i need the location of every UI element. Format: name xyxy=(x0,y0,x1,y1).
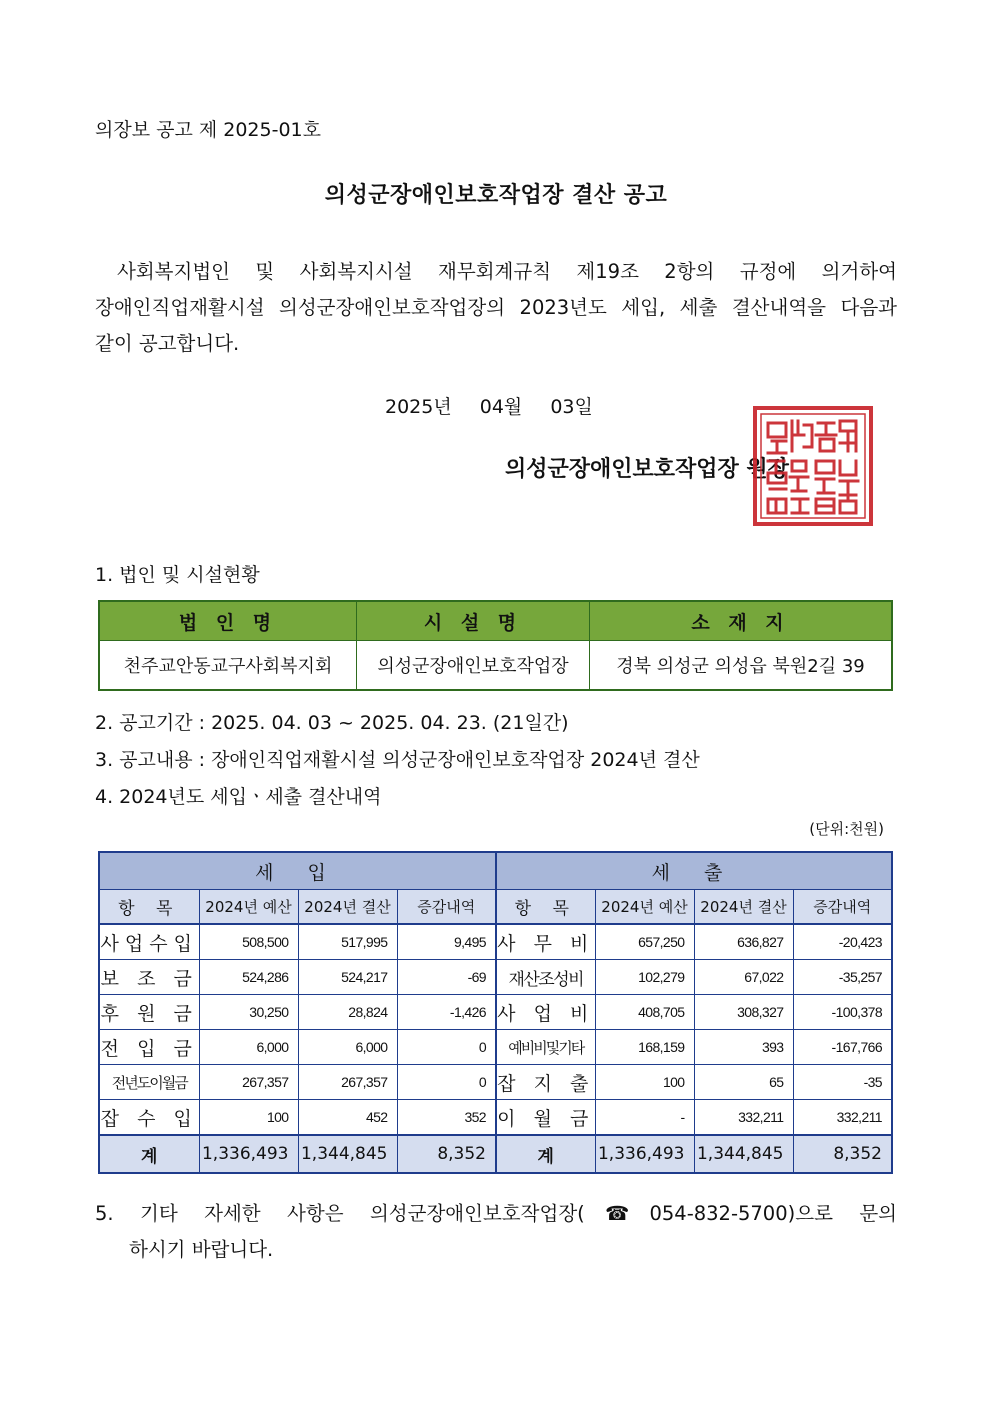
expense-total-actual: 1,344,845 xyxy=(694,1135,793,1173)
section-2-period: 2. 공고기간 : 2025. 04. 03 ~ 2025. 04. 23. (21일간) xyxy=(95,712,569,734)
expense-diff: -35,257 xyxy=(793,960,892,995)
revenue-diff: -69 xyxy=(397,960,496,995)
revenue-actual: 28,824 xyxy=(298,995,397,1030)
revenue-item: 잡 수 입 xyxy=(99,1100,199,1136)
section-4-title: 4. 2024년도 세입ㆍ세출 결산내역 xyxy=(95,786,382,808)
revenue-budget: 508,500 xyxy=(199,924,298,960)
revenue-actual: 6,000 xyxy=(298,1030,397,1065)
facility-name: 의성군장애인보호작업장 xyxy=(357,641,590,691)
notice-date: 2025년 04월 03일 xyxy=(385,396,593,418)
expense-item: 이 월 금 xyxy=(496,1100,595,1136)
revenue-budget: 6,000 xyxy=(199,1030,298,1065)
expense-budget: 657,250 xyxy=(595,924,694,960)
revenue-total-label: 계 xyxy=(99,1135,199,1173)
table-row xyxy=(99,960,892,995)
intro-paragraph xyxy=(95,254,897,362)
header-corporation: 법 인 명 xyxy=(99,601,357,641)
revenue-item: 사업수입 xyxy=(99,924,199,960)
expense-header: 세 출 xyxy=(496,852,892,890)
header-facility: 시 설 명 xyxy=(357,601,590,641)
total-row xyxy=(99,1135,892,1173)
signatory: 의성군장애인보호작업장 원장 xyxy=(505,457,789,482)
expense-item: 잡 지 출 xyxy=(496,1065,595,1100)
expense-diff: -20,423 xyxy=(793,924,892,960)
contact-line: 5. 기타 자세한 사항은 의성군장애인보호작업장(☎054-832-5700)으로 문의 xyxy=(95,1202,897,1225)
col-diff: 증감내역 xyxy=(793,890,892,925)
revenue-item: 보 조 금 xyxy=(99,960,199,995)
revenue-header: 세 입 xyxy=(99,852,496,890)
section-3-content: 3. 공고내용 : 장애인직업재활시설 의성군장애인보호작업장 2024년 결산 xyxy=(95,749,700,771)
expense-item: 재산조성비 xyxy=(496,960,595,995)
revenue-total-actual: 1,344,845 xyxy=(298,1135,397,1173)
official-seal xyxy=(752,405,874,527)
expense-actual: 393 xyxy=(694,1030,793,1065)
table-row xyxy=(99,995,892,1030)
revenue-actual: 267,357 xyxy=(298,1065,397,1100)
revenue-diff: 9,495 xyxy=(397,924,496,960)
facility-location: 경북 의성군 의성읍 북원2길 39 xyxy=(590,641,893,691)
col-diff: 증감내역 xyxy=(397,890,496,925)
revenue-item: 후 원 금 xyxy=(99,995,199,1030)
revenue-diff: 352 xyxy=(397,1100,496,1136)
section-5-contact xyxy=(95,1196,897,1268)
expense-budget: 102,279 xyxy=(595,960,694,995)
col-item: 항 목 xyxy=(496,890,595,925)
expense-actual: 332,211 xyxy=(694,1100,793,1136)
contact-line: 하시기 바랍니다. xyxy=(129,1238,274,1261)
col-actual: 2024년 결산 xyxy=(694,890,793,925)
col-actual: 2024년 결산 xyxy=(298,890,397,925)
revenue-actual: 452 xyxy=(298,1100,397,1136)
budget-table xyxy=(98,851,893,1174)
expense-total-budget: 1,336,493 xyxy=(595,1135,694,1173)
corporation-name: 천주교안동교구사회복지회 xyxy=(99,641,357,691)
revenue-budget: 30,250 xyxy=(199,995,298,1030)
table-row xyxy=(99,1065,892,1100)
notice-number: 의장보 공고 제 2025-01호 xyxy=(95,119,321,141)
revenue-total-diff: 8,352 xyxy=(397,1135,496,1173)
expense-item: 사 업 비 xyxy=(496,995,595,1030)
unit-label: (단위:천원) xyxy=(809,820,884,838)
expense-total-label: 계 xyxy=(496,1135,595,1173)
col-budget: 2024년 예산 xyxy=(595,890,694,925)
revenue-diff: 0 xyxy=(397,1030,496,1065)
expense-total-diff: 8,352 xyxy=(793,1135,892,1173)
section-1-title: 1. 법인 및 시설현황 xyxy=(95,564,260,586)
header-location: 소 재 지 xyxy=(590,601,893,641)
col-item: 항 목 xyxy=(99,890,199,925)
expense-actual: 67,022 xyxy=(694,960,793,995)
revenue-diff: -1,426 xyxy=(397,995,496,1030)
revenue-actual: 517,995 xyxy=(298,924,397,960)
expense-diff: 332,211 xyxy=(793,1100,892,1136)
expense-item: 사 무 비 xyxy=(496,924,595,960)
col-budget: 2024년 예산 xyxy=(199,890,298,925)
revenue-budget: 524,286 xyxy=(199,960,298,995)
revenue-total-budget: 1,336,493 xyxy=(199,1135,298,1173)
expense-item: 예비비및기타 xyxy=(496,1030,595,1065)
expense-actual: 308,327 xyxy=(694,995,793,1030)
page-title: 의성군장애인보호작업장 결산 공고 xyxy=(324,183,668,208)
revenue-diff: 0 xyxy=(397,1065,496,1100)
table-row xyxy=(99,1030,892,1065)
expense-diff: -100,378 xyxy=(793,995,892,1030)
expense-diff: -35 xyxy=(793,1065,892,1100)
revenue-item: 전 입 금 xyxy=(99,1030,199,1065)
expense-budget: 100 xyxy=(595,1065,694,1100)
table-row xyxy=(99,924,892,960)
revenue-budget: 100 xyxy=(199,1100,298,1136)
expense-budget: 168,159 xyxy=(595,1030,694,1065)
revenue-actual: 524,217 xyxy=(298,960,397,995)
intro-line: 사회복지법인 및 사회복지시설 재무회계규칙 제19조 2항의 규정에 의거하여 xyxy=(117,260,897,283)
intro-line: 장애인직업재활시설 의성군장애인보호작업장의 2023년도 세입, 세출 결산내역을 다음과 xyxy=(95,296,897,319)
expense-actual: 636,827 xyxy=(694,924,793,960)
expense-budget: - xyxy=(595,1100,694,1136)
intro-line: 같이 공고합니다. xyxy=(95,332,240,355)
revenue-budget: 267,357 xyxy=(199,1065,298,1100)
facility-table xyxy=(98,600,893,691)
table-row xyxy=(99,1100,892,1136)
expense-budget: 408,705 xyxy=(595,995,694,1030)
expense-actual: 65 xyxy=(694,1065,793,1100)
revenue-item: 전년도이월금 xyxy=(99,1065,199,1100)
expense-diff: -167,766 xyxy=(793,1030,892,1065)
